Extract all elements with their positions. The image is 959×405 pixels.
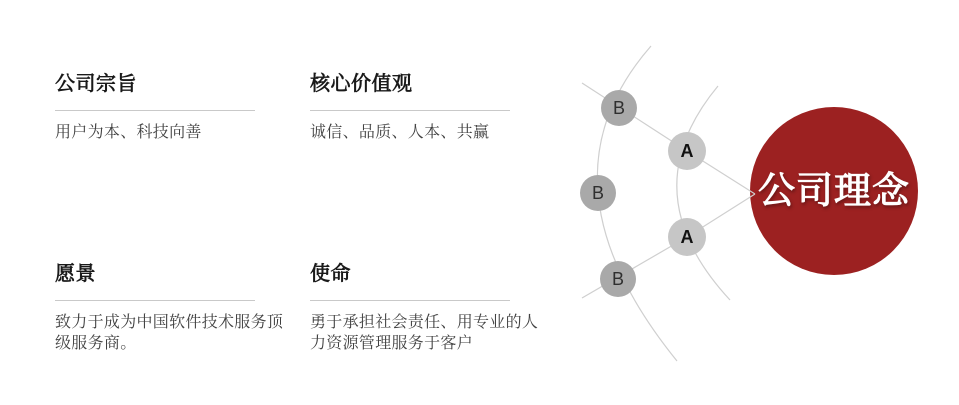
section-mission-content: 勇于承担社会责任、用专业的人力资源管理服务于客户 (310, 314, 539, 352)
node-label-b2: B (591, 183, 604, 203)
section-purpose-title: 公司宗旨 (55, 73, 137, 95)
section-vision-title: 愿景 (55, 263, 96, 285)
node-label-a2: A (680, 227, 694, 247)
center-circle-label: 公司理念 (758, 170, 910, 211)
section-core-values-content: 诚信、品质、人本、共赢 (310, 124, 490, 141)
node-label-b3: B (611, 269, 624, 289)
section-mission-title: 使命 (310, 263, 351, 285)
node-label-b1: B (612, 98, 625, 118)
section-purpose-content: 用户为本、科技向善 (55, 124, 202, 141)
section-core-values-title: 核心价值观 (310, 73, 413, 95)
section-vision-content: 致力于成为中国软件技术服务顶级服务商。 (55, 314, 284, 352)
node-label-a1: A (680, 141, 694, 161)
inner-orbit-arc (677, 86, 730, 300)
